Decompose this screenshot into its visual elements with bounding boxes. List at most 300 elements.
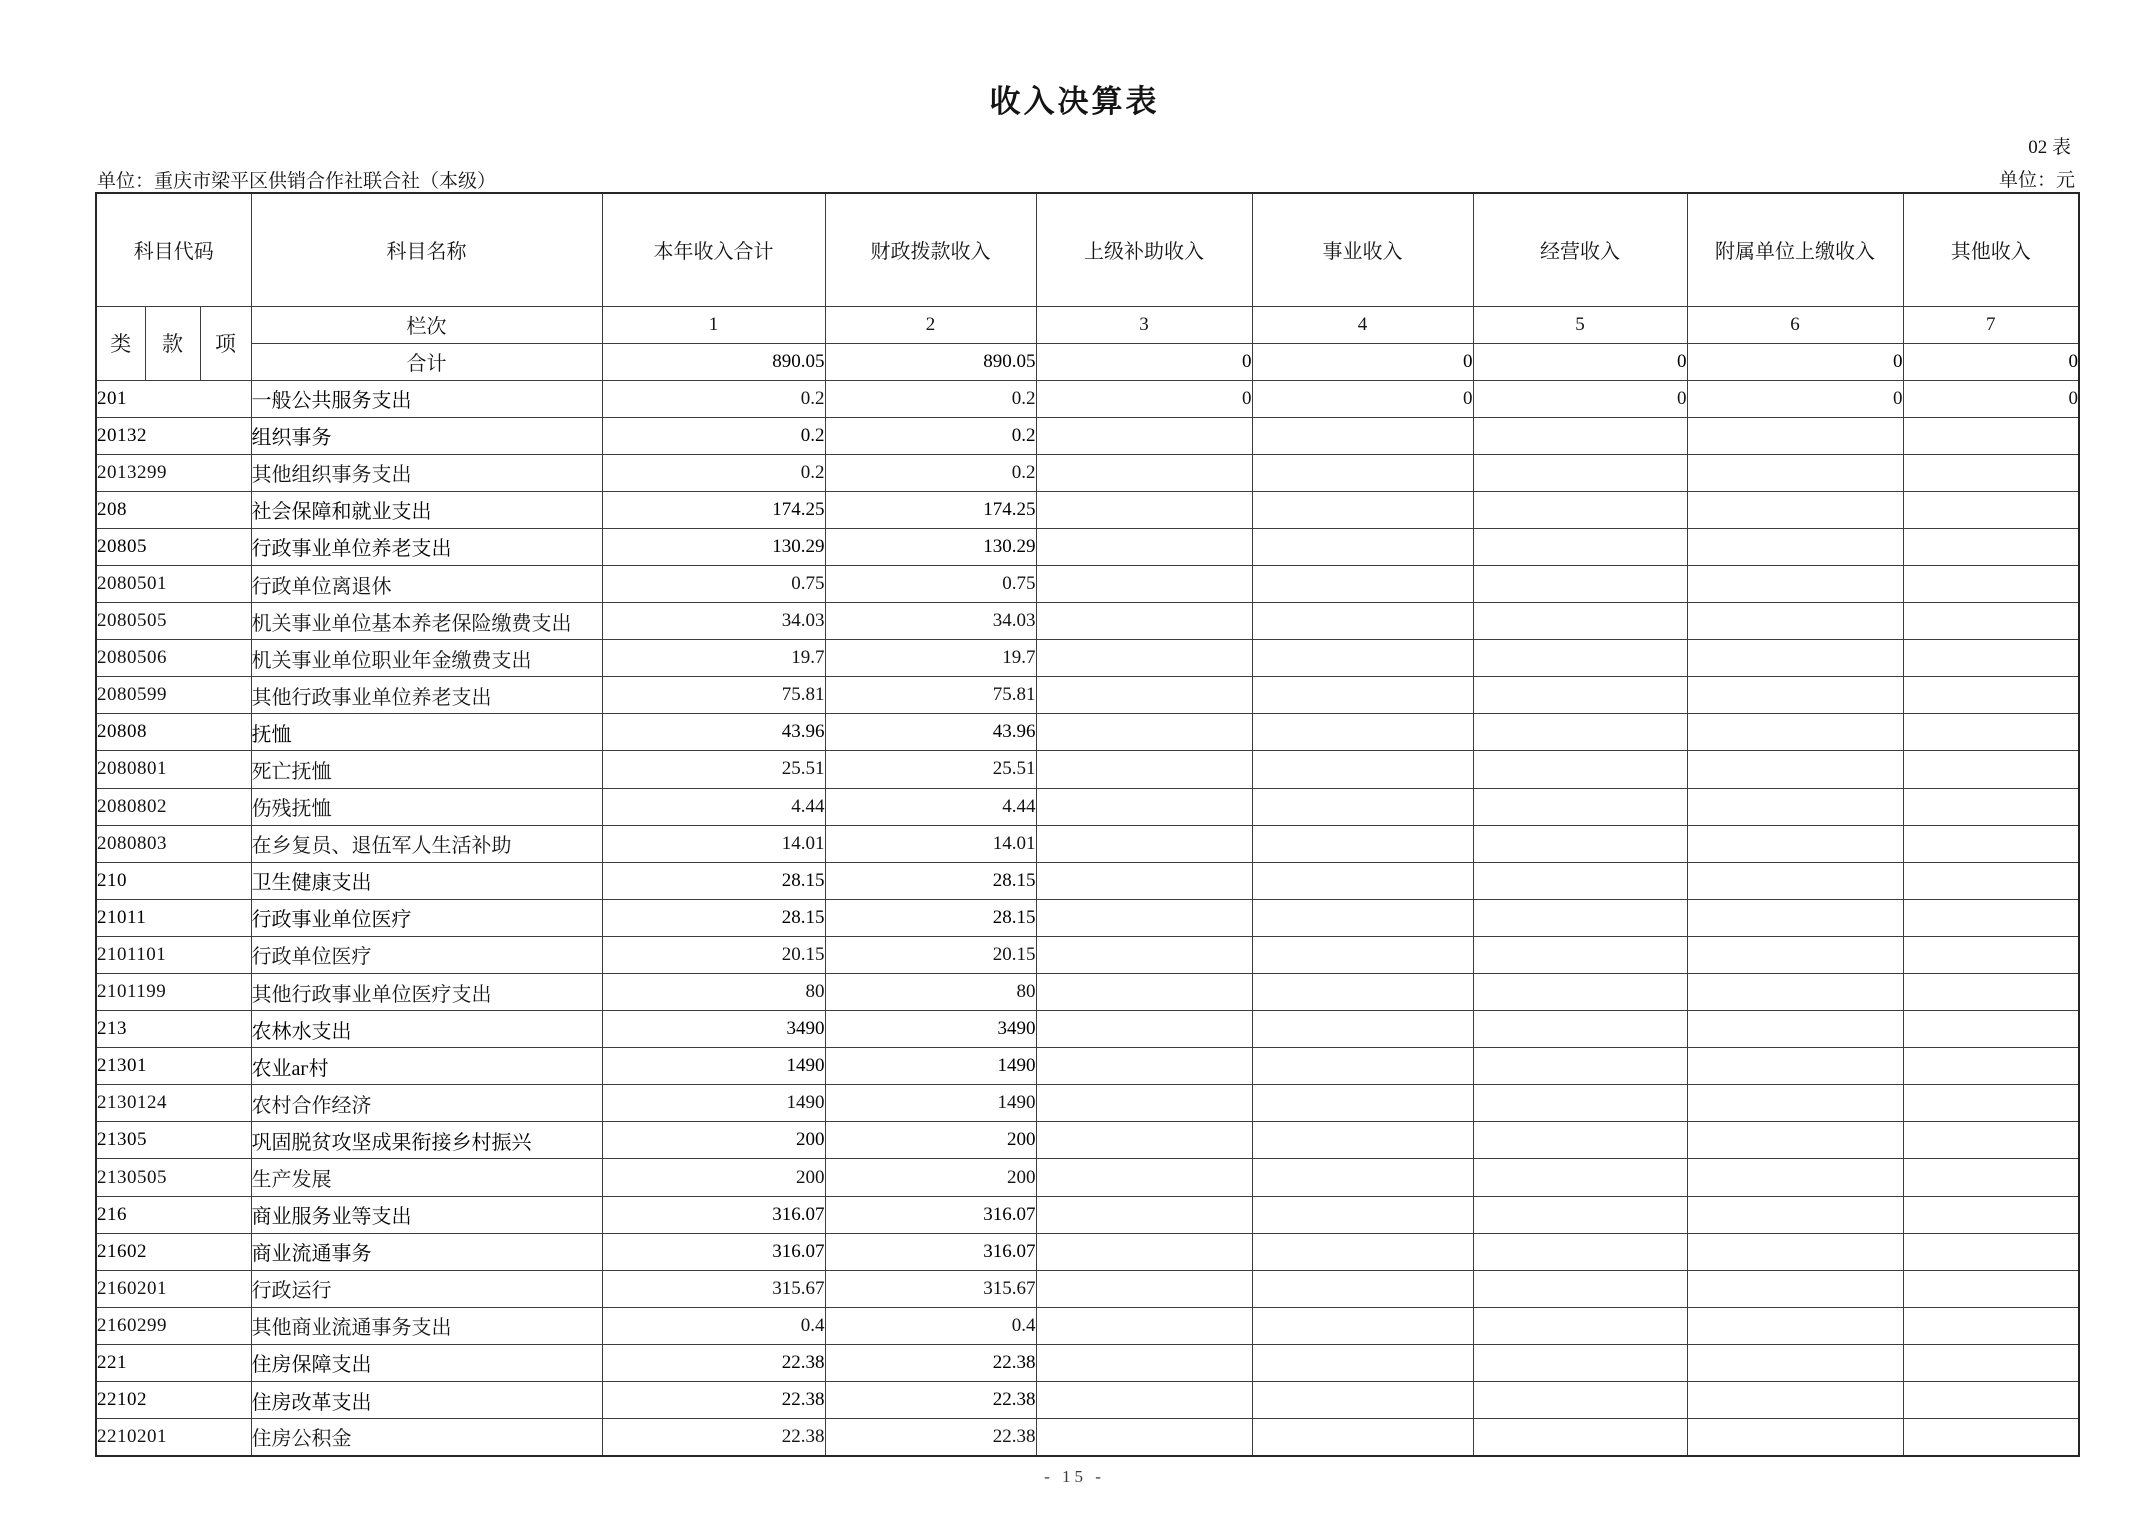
value-cell	[1036, 751, 1252, 788]
table-row	[96, 714, 2079, 751]
value-cell: 0	[1687, 380, 1903, 417]
value-cell	[1687, 1233, 1903, 1270]
unit-name-label: 单位：重庆市梁平区供销合作社联合社（本级）	[97, 171, 497, 192]
table-row	[96, 788, 2079, 825]
value-cell: 316.07	[825, 1233, 1036, 1270]
value-cell: 22.38	[602, 1344, 825, 1381]
value-cell: 75.81	[825, 677, 1036, 714]
value-cell	[1687, 603, 1903, 640]
subject-code-cell: 20808	[96, 714, 251, 751]
total-value: 0	[1252, 343, 1473, 380]
subject-name-cell: 住房保障支出	[251, 1344, 602, 1381]
value-cell	[1036, 825, 1252, 862]
value-cell	[1687, 454, 1903, 491]
column-header-superior-subsidy: 上级补助收入	[1036, 193, 1252, 306]
table-row	[96, 677, 2079, 714]
table-row	[96, 1382, 2079, 1419]
table-row	[96, 1011, 2079, 1048]
value-cell: 1490	[602, 1048, 825, 1085]
value-cell	[1252, 454, 1473, 491]
value-cell: 0.2	[825, 454, 1036, 491]
value-cell	[1687, 714, 1903, 751]
value-cell	[1473, 788, 1687, 825]
value-cell	[1252, 491, 1473, 528]
value-cell	[1687, 1085, 1903, 1122]
subject-code-cell: 21301	[96, 1048, 251, 1085]
table-row	[96, 1048, 2079, 1085]
value-cell	[1036, 603, 1252, 640]
value-cell: 1490	[825, 1085, 1036, 1122]
table-row	[96, 1419, 2079, 1456]
value-cell	[1687, 565, 1903, 602]
value-cell	[1036, 1122, 1252, 1159]
value-cell	[1903, 565, 2079, 602]
value-cell	[1903, 936, 2079, 973]
subject-code-cell: 2080803	[96, 825, 251, 862]
value-cell	[1252, 1048, 1473, 1085]
value-cell	[1473, 1011, 1687, 1048]
value-cell	[1687, 677, 1903, 714]
value-cell	[1036, 974, 1252, 1011]
table-row	[96, 825, 2079, 862]
value-cell: 0.2	[602, 417, 825, 454]
value-cell: 25.51	[602, 751, 825, 788]
total-value: 0	[1687, 343, 1903, 380]
subject-code-cell: 213	[96, 1011, 251, 1048]
subject-code-cell: 2101199	[96, 974, 251, 1011]
subject-code-cell: 2130505	[96, 1159, 251, 1196]
value-cell	[1036, 677, 1252, 714]
total-value: 890.05	[602, 343, 825, 380]
value-cell	[1036, 640, 1252, 677]
column-header-total-income: 本年收入合计	[602, 193, 825, 306]
subject-code-cell: 2130124	[96, 1085, 251, 1122]
value-cell	[1252, 751, 1473, 788]
value-cell	[1252, 714, 1473, 751]
value-cell	[1036, 936, 1252, 973]
value-cell	[1903, 751, 2079, 788]
subject-code-cell: 21011	[96, 899, 251, 936]
code-level-section: 款	[145, 306, 200, 380]
code-level-class: 类	[96, 306, 145, 380]
table-row	[96, 528, 2079, 565]
total-row	[96, 343, 2079, 380]
subject-code-cell: 2080506	[96, 640, 251, 677]
value-cell	[1687, 1270, 1903, 1307]
value-cell: 0	[1252, 380, 1473, 417]
subject-name-cell: 组织事务	[251, 417, 602, 454]
subject-code-cell: 201	[96, 380, 251, 417]
column-number: 2	[825, 306, 1036, 343]
subject-code-cell: 2160299	[96, 1307, 251, 1344]
value-cell	[1036, 899, 1252, 936]
subject-code-cell: 2210201	[96, 1419, 251, 1456]
value-cell	[1473, 491, 1687, 528]
table-row	[96, 1233, 2079, 1270]
table-row	[96, 1270, 2079, 1307]
value-cell	[1903, 417, 2079, 454]
value-cell	[1903, 491, 2079, 528]
value-cell: 0.4	[602, 1307, 825, 1344]
value-cell	[1252, 1085, 1473, 1122]
value-cell	[1687, 1048, 1903, 1085]
value-cell: 316.07	[602, 1233, 825, 1270]
value-cell: 43.96	[825, 714, 1036, 751]
value-cell	[1903, 1011, 2079, 1048]
value-cell	[1252, 1382, 1473, 1419]
value-cell	[1252, 825, 1473, 862]
value-cell	[1036, 1307, 1252, 1344]
subject-name-cell: 在乡复员、退伍军人生活补助	[251, 825, 602, 862]
value-cell	[1903, 1196, 2079, 1233]
value-cell: 200	[602, 1122, 825, 1159]
subject-name-cell: 巩固脱贫攻坚成果衔接乡村振兴	[251, 1122, 602, 1159]
value-cell: 34.03	[825, 603, 1036, 640]
value-cell	[1252, 417, 1473, 454]
column-header-operating-income: 事业收入	[1252, 193, 1473, 306]
subject-code-cell: 2013299	[96, 454, 251, 491]
value-cell: 1490	[602, 1085, 825, 1122]
value-cell	[1252, 603, 1473, 640]
value-cell	[1687, 1122, 1903, 1159]
table-row	[96, 899, 2079, 936]
table-row	[96, 491, 2079, 528]
table-number: 02 表	[2028, 137, 2071, 158]
value-cell	[1036, 1233, 1252, 1270]
value-cell: 0.75	[825, 565, 1036, 602]
subject-name-cell: 生产发展	[251, 1159, 602, 1196]
value-cell	[1036, 788, 1252, 825]
value-cell: 3490	[602, 1011, 825, 1048]
table-row	[96, 380, 2079, 417]
value-cell	[1036, 714, 1252, 751]
subject-name-cell: 一般公共服务支出	[251, 380, 602, 417]
value-cell	[1903, 1085, 2079, 1122]
subject-name-cell: 农业аг村	[251, 1048, 602, 1085]
subject-name-cell: 机关事业单位职业年金缴费支出	[251, 640, 602, 677]
value-cell	[1473, 417, 1687, 454]
subject-name-cell: 农林水支出	[251, 1011, 602, 1048]
value-cell	[1473, 862, 1687, 899]
subject-code-header: 科目代码	[96, 193, 251, 306]
value-cell: 22.38	[602, 1382, 825, 1419]
value-cell: 174.25	[602, 491, 825, 528]
total-value: 890.05	[825, 343, 1036, 380]
value-cell	[1903, 714, 2079, 751]
table-row	[96, 454, 2079, 491]
value-cell	[1036, 454, 1252, 491]
subject-code-cell: 208	[96, 491, 251, 528]
table-row	[96, 862, 2079, 899]
value-cell	[1687, 1196, 1903, 1233]
column-number: 1	[602, 306, 825, 343]
value-cell	[1473, 1419, 1687, 1456]
table-row	[96, 936, 2079, 973]
subject-name-cell: 住房改革支出	[251, 1382, 602, 1419]
column-header-subordinate-remittance: 附属单位上缴收入	[1687, 193, 1903, 306]
subject-name-cell: 商业流通事务	[251, 1233, 602, 1270]
column-number: 7	[1903, 306, 2079, 343]
value-cell	[1473, 1085, 1687, 1122]
value-cell: 316.07	[825, 1196, 1036, 1233]
value-cell: 315.67	[602, 1270, 825, 1307]
value-cell: 0.75	[602, 565, 825, 602]
value-cell: 14.01	[602, 825, 825, 862]
value-cell	[1687, 825, 1903, 862]
value-cell: 80	[825, 974, 1036, 1011]
table-row	[96, 1085, 2079, 1122]
subject-name-cell: 抚恤	[251, 714, 602, 751]
value-cell	[1473, 825, 1687, 862]
value-cell: 22.38	[825, 1382, 1036, 1419]
value-cell: 0.2	[825, 417, 1036, 454]
page-number: - 15 -	[1044, 1467, 1105, 1486]
subject-code-cell: 2160201	[96, 1270, 251, 1307]
table-row	[96, 1159, 2079, 1196]
value-cell	[1036, 1270, 1252, 1307]
table-body	[96, 380, 2079, 1456]
value-cell	[1903, 1122, 2079, 1159]
value-cell: 28.15	[825, 899, 1036, 936]
value-cell	[1473, 1270, 1687, 1307]
header-row-index	[96, 306, 2079, 343]
value-cell	[1687, 788, 1903, 825]
column-number: 6	[1687, 306, 1903, 343]
value-cell	[1903, 1382, 2079, 1419]
value-cell	[1036, 1382, 1252, 1419]
value-cell	[1473, 1048, 1687, 1085]
subject-name-cell: 住房公积金	[251, 1419, 602, 1456]
subject-name-cell: 行政单位离退休	[251, 565, 602, 602]
value-cell	[1903, 640, 2079, 677]
subject-name-cell: 卫生健康支出	[251, 862, 602, 899]
value-cell	[1903, 1159, 2079, 1196]
value-cell	[1903, 1344, 2079, 1381]
subject-name-cell: 行政运行	[251, 1270, 602, 1307]
value-cell: 20.15	[602, 936, 825, 973]
subject-code-cell: 2080802	[96, 788, 251, 825]
value-cell: 0.2	[825, 380, 1036, 417]
subject-code-cell: 21602	[96, 1233, 251, 1270]
value-cell	[1687, 1159, 1903, 1196]
value-cell	[1903, 974, 2079, 1011]
column-header-other-income: 其他收入	[1903, 193, 2079, 306]
value-cell	[1036, 1011, 1252, 1048]
column-number: 3	[1036, 306, 1252, 343]
code-level-item: 项	[200, 306, 251, 380]
value-cell: 0.2	[602, 380, 825, 417]
value-cell: 200	[825, 1122, 1036, 1159]
value-cell: 315.67	[825, 1270, 1036, 1307]
table-row	[96, 1122, 2079, 1159]
value-cell: 4.44	[825, 788, 1036, 825]
total-value: 0	[1036, 343, 1252, 380]
value-cell	[1903, 1233, 2079, 1270]
subject-code-cell: 20132	[96, 417, 251, 454]
value-cell	[1252, 1344, 1473, 1381]
value-cell	[1473, 1233, 1687, 1270]
value-cell: 34.03	[602, 603, 825, 640]
value-cell	[1473, 528, 1687, 565]
subject-name-cell: 其他组织事务支出	[251, 454, 602, 491]
value-cell	[1252, 899, 1473, 936]
value-cell	[1687, 936, 1903, 973]
subject-code-cell: 2080599	[96, 677, 251, 714]
value-cell	[1903, 603, 2079, 640]
value-cell: 200	[825, 1159, 1036, 1196]
value-cell	[1252, 1159, 1473, 1196]
unit-of-measure-label: 单位：元	[1998, 170, 2075, 191]
subject-name-cell: 行政事业单位医疗	[251, 899, 602, 936]
value-cell: 174.25	[825, 491, 1036, 528]
value-cell: 22.38	[825, 1344, 1036, 1381]
value-cell	[1473, 565, 1687, 602]
subject-name-cell: 社会保障和就业支出	[251, 491, 602, 528]
value-cell	[1903, 528, 2079, 565]
value-cell	[1252, 974, 1473, 1011]
value-cell	[1036, 1048, 1252, 1085]
value-cell	[1473, 603, 1687, 640]
value-cell	[1473, 751, 1687, 788]
subject-name-cell: 其他商业流通事务支出	[251, 1307, 602, 1344]
value-cell: 3490	[825, 1011, 1036, 1048]
table-row	[96, 417, 2079, 454]
value-cell	[1473, 1307, 1687, 1344]
value-cell: 19.7	[602, 640, 825, 677]
table-row	[96, 565, 2079, 602]
value-cell	[1903, 1270, 2079, 1307]
value-cell	[1687, 1344, 1903, 1381]
subject-name-cell: 机关事业单位基本养老保险缴费支出	[251, 603, 602, 640]
value-cell: 1490	[825, 1048, 1036, 1085]
value-cell	[1903, 1307, 2079, 1344]
subject-name-cell: 其他行政事业单位医疗支出	[251, 974, 602, 1011]
value-cell: 22.38	[825, 1419, 1036, 1456]
value-cell: 28.15	[602, 862, 825, 899]
column-header-business-income: 经营收入	[1473, 193, 1687, 306]
subject-name-cell: 死亡抚恤	[251, 751, 602, 788]
value-cell	[1252, 1307, 1473, 1344]
value-cell	[1687, 974, 1903, 1011]
value-cell	[1252, 565, 1473, 602]
header-row-main	[96, 193, 2079, 306]
subject-name-cell: 行政单位医疗	[251, 936, 602, 973]
subject-name-cell: 伤残抚恤	[251, 788, 602, 825]
value-cell	[1252, 1233, 1473, 1270]
value-cell	[1687, 528, 1903, 565]
value-cell	[1473, 1382, 1687, 1419]
value-cell: 28.15	[602, 899, 825, 936]
value-cell: 43.96	[602, 714, 825, 751]
value-cell: 20.15	[825, 936, 1036, 973]
value-cell: 0.2	[602, 454, 825, 491]
value-cell: 130.29	[602, 528, 825, 565]
value-cell	[1687, 1307, 1903, 1344]
value-cell: 0.4	[825, 1307, 1036, 1344]
table-row	[96, 974, 2079, 1011]
value-cell	[1687, 1011, 1903, 1048]
value-cell: 4.44	[602, 788, 825, 825]
subject-code-cell: 2080505	[96, 603, 251, 640]
value-cell	[1473, 899, 1687, 936]
value-cell	[1036, 1159, 1252, 1196]
value-cell	[1473, 714, 1687, 751]
value-cell	[1036, 565, 1252, 602]
value-cell	[1903, 1048, 2079, 1085]
total-value: 0	[1903, 343, 2079, 380]
value-cell: 14.01	[825, 825, 1036, 862]
value-cell	[1473, 640, 1687, 677]
subject-name-header: 科目名称	[251, 193, 602, 306]
value-cell	[1687, 1419, 1903, 1456]
subject-name-cell: 其他行政事业单位养老支出	[251, 677, 602, 714]
value-cell	[1473, 974, 1687, 1011]
value-cell	[1473, 1344, 1687, 1381]
value-cell	[1252, 1270, 1473, 1307]
column-number: 4	[1252, 306, 1473, 343]
table-row	[96, 603, 2079, 640]
value-cell	[1036, 1196, 1252, 1233]
value-cell	[1687, 862, 1903, 899]
row-index-label: 栏次	[251, 306, 602, 343]
value-cell	[1903, 454, 2079, 491]
subject-code-cell: 2101101	[96, 936, 251, 973]
subject-code-cell: 216	[96, 1196, 251, 1233]
value-cell: 0	[1473, 380, 1687, 417]
value-cell	[1687, 899, 1903, 936]
value-cell	[1473, 454, 1687, 491]
value-cell: 0	[1036, 380, 1252, 417]
value-cell	[1473, 1122, 1687, 1159]
column-number: 5	[1473, 306, 1687, 343]
value-cell	[1903, 677, 2079, 714]
subject-code-cell: 22102	[96, 1382, 251, 1419]
value-cell	[1252, 1196, 1473, 1233]
value-cell	[1036, 528, 1252, 565]
value-cell	[1252, 677, 1473, 714]
value-cell	[1252, 1122, 1473, 1159]
value-cell: 28.15	[825, 862, 1036, 899]
page-title: 收入决算表	[989, 84, 1160, 119]
value-cell: 25.51	[825, 751, 1036, 788]
subject-code-cell: 21305	[96, 1122, 251, 1159]
income-statement-table	[95, 192, 2080, 1457]
value-cell	[1903, 1419, 2079, 1456]
value-cell	[1903, 825, 2079, 862]
subject-code-cell: 210	[96, 862, 251, 899]
subject-name-cell: 商业服务业等支出	[251, 1196, 602, 1233]
subject-code-cell: 20805	[96, 528, 251, 565]
table-row	[96, 751, 2079, 788]
value-cell: 130.29	[825, 528, 1036, 565]
value-cell	[1687, 1382, 1903, 1419]
subject-name-cell: 行政事业单位养老支出	[251, 528, 602, 565]
value-cell: 316.07	[602, 1196, 825, 1233]
value-cell	[1036, 862, 1252, 899]
total-value: 0	[1473, 343, 1687, 380]
value-cell: 75.81	[602, 677, 825, 714]
value-cell	[1252, 1419, 1473, 1456]
subject-name-cell: 农村合作经济	[251, 1085, 602, 1122]
table-row	[96, 1344, 2079, 1381]
value-cell	[1687, 640, 1903, 677]
value-cell	[1252, 528, 1473, 565]
total-label: 合计	[251, 343, 602, 380]
value-cell	[1473, 1159, 1687, 1196]
value-cell	[1252, 1011, 1473, 1048]
value-cell: 0	[1903, 380, 2079, 417]
subject-code-cell: 2080501	[96, 565, 251, 602]
